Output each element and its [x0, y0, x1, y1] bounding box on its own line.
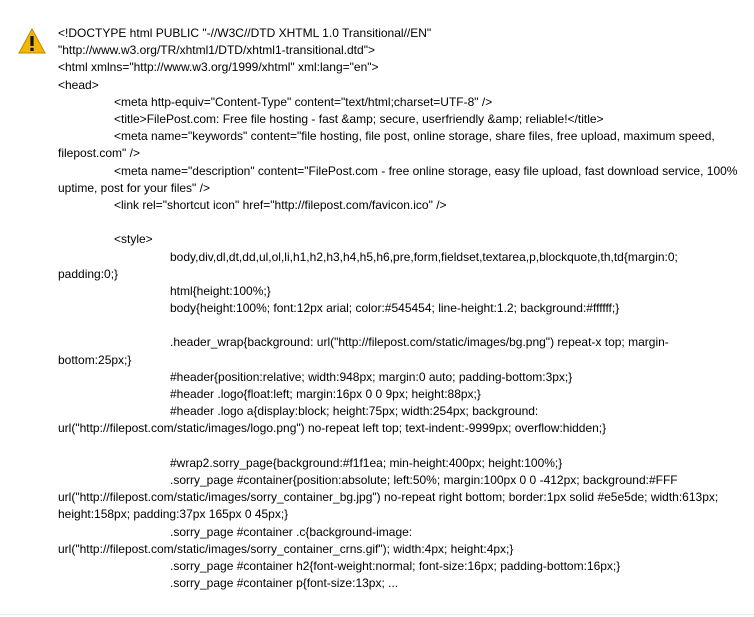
source-line: .sorry_page #container p{font-size:13px; ...	[170, 576, 399, 591]
source-line: .sorry_page #container .c{background-image: url("http://filepost.com/static/images/sorry_container_crns.gif"); width:4px; height:4px;}	[58, 524, 514, 556]
source-line: .sorry_page #container{position:absolute; left:50%; margin:100px 0 0 -412px; background:#FFF url("http://filepost.com/static/images/sorry_container_bg.jpg") no-repeat right bottom; border:1px solid #e5e5de; width:613px; height:158px; padding:37px 165px 0 45px;}	[58, 473, 719, 522]
source-line: .header_wrap{background: url("http://filepost.com/static/images/bg.png") repeat-x top; margin-bottom:25px;}	[58, 335, 669, 367]
blank-line	[58, 317, 740, 334]
source-line: <html xmlns="http://www.w3.org/1999/xhtml" xml:lang="en">	[58, 60, 379, 75]
source-line: #wrap2.sorry_page{background:#f1f1ea; min-height:400px; height:100%;}	[170, 455, 563, 470]
source-line: <meta name="keywords" content="file hosting, file post, online storage, share files, free upload, maximum speed, filepost.com" />	[58, 129, 715, 161]
source-line: <meta name="description" content="FilePost.com - free online storage, easy file upload, fast download service, 100% uptime, post for your files" />	[58, 163, 738, 195]
source-line: <meta http-equiv="Content-Type" content="text/html;charset=UTF-8" />	[114, 94, 493, 109]
source-line: <!DOCTYPE html PUBLIC "-//W3C//DTD XHTML 1.0 Transitional//EN"	[58, 26, 432, 40]
source-line: .sorry_page #container h2{font-weight:normal; font-size:16px; padding-bottom:16px;}	[170, 559, 621, 574]
source-line: body{height:100%; font:12px arial; color:#545454; line-height:1.2; background:#ffffff;}	[170, 301, 620, 316]
source-line: #header .logo{float:left; margin:16px 0 0 9px; height:88px;}	[170, 387, 481, 402]
source-line: html{height:100%;}	[170, 283, 271, 298]
source-line: body,div,dl,dt,dd,ul,ol,li,h1,h2,h3,h4,h5,h6,pre,form,fieldset,textarea,p,blockquote,th,td{margin:0; padding:0;}	[58, 249, 678, 281]
source-line: "http://www.w3.org/TR/xhtml1/DTD/xhtml1-transitional.dtd">	[58, 43, 375, 58]
blank-line	[58, 214, 740, 231]
bottom-divider	[0, 614, 754, 615]
page-source-text	[58, 25, 740, 592]
blank-line	[58, 438, 740, 455]
source-line: #header{position:relative; width:948px; margin:0 auto; padding-bottom:3px;}	[170, 369, 573, 384]
source-line: <title>FilePost.com: Free file hosting - fast &amp; secure, userfriendly &amp; reliable!</title>	[114, 111, 604, 126]
source-line: #header .logo a{display:block; height:75px; width:254px; background: url("http://filepost.com/static/images/logo.png") no-repeat left top; text-indent:-9999px; overflow:hidden;}	[58, 404, 607, 436]
warning-icon	[18, 28, 46, 54]
source-line: <head>	[58, 77, 99, 92]
source-line: <link rel="shortcut icon" href="http://filepost.com/favicon.ico" />	[114, 197, 447, 212]
source-line: <style>	[114, 232, 153, 247]
